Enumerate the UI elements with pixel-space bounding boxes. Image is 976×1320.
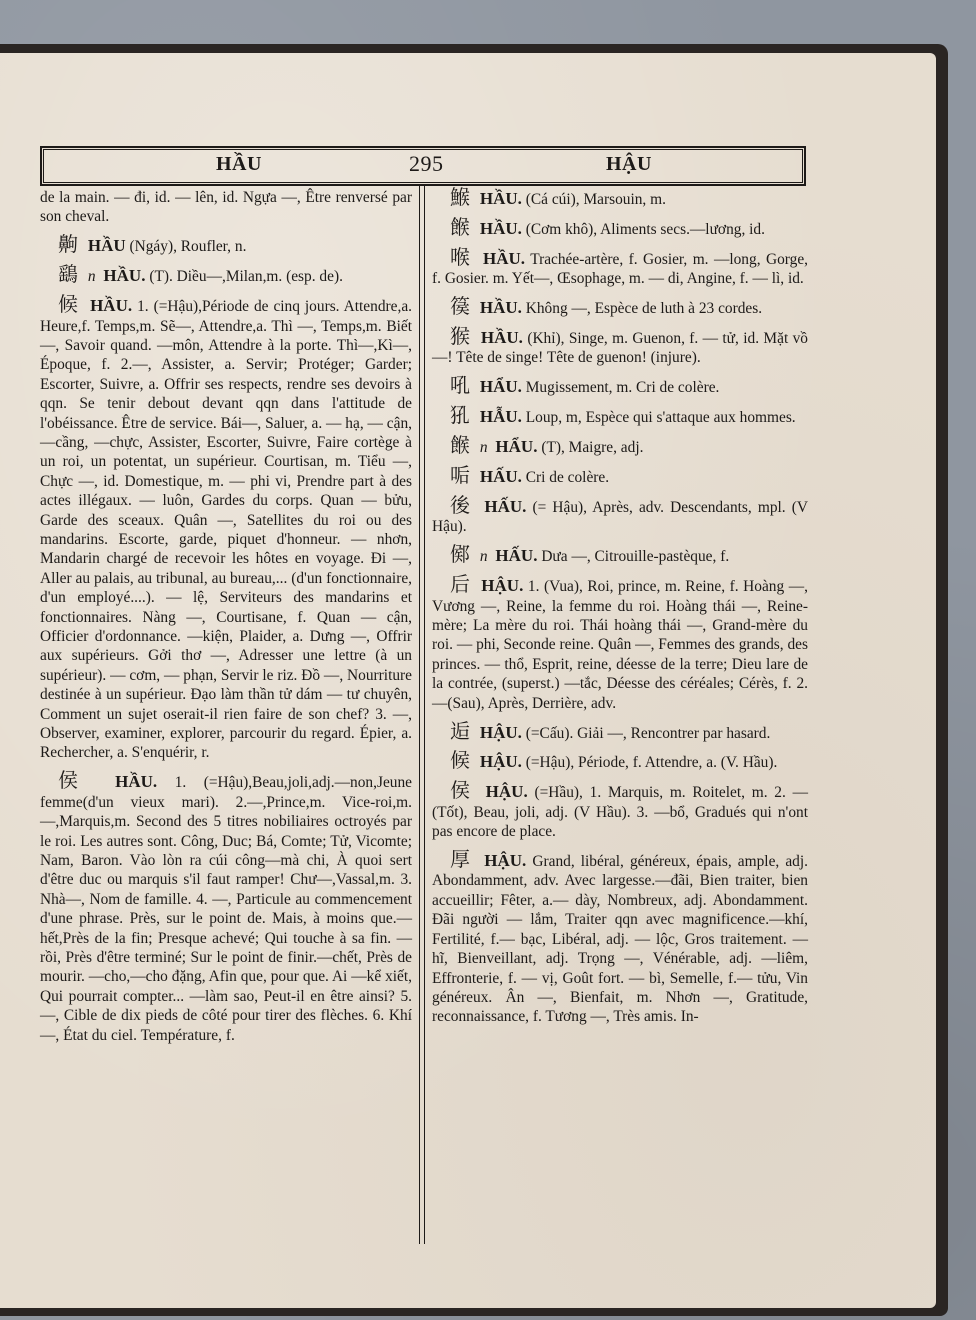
- dictionary-page: [0, 53, 936, 1308]
- chinese-character: 鷂: [58, 262, 78, 287]
- chinese-character: 候: [58, 292, 80, 317]
- chinese-character: 餱: [450, 214, 470, 239]
- headword: HẬU.: [484, 851, 527, 871]
- dictionary-entry: [432, 244, 809, 289]
- chinese-character: 齁: [58, 232, 78, 257]
- left-guide-word: HẦU: [216, 153, 262, 175]
- left-column: [40, 188, 412, 1054]
- dictionary-entry: [40, 292, 413, 763]
- definition-text: (=Cấu). Giải —, Rencontrer par hasard.: [525, 724, 771, 742]
- definition-text: Mugissement, m. Cri de colère.: [525, 379, 720, 397]
- headword: HẬU.: [479, 752, 522, 772]
- noun-marker: n: [479, 548, 488, 566]
- dictionary-entry: [432, 324, 808, 368]
- chinese-character: 逅: [450, 718, 470, 743]
- headword: HẦU.: [479, 189, 522, 208]
- chinese-character: 吼: [450, 373, 470, 398]
- dictionary-entry: [40, 768, 412, 1045]
- definition-text: (Cơm khô), Aliments secs.—lương, id.: [525, 220, 765, 238]
- headword: HẤU.: [479, 467, 522, 487]
- dictionary-entry: [40, 262, 412, 287]
- running-header: [40, 146, 806, 186]
- dictionary-entry: [432, 778, 808, 841]
- headword: HẨU.: [479, 377, 522, 397]
- headword: HẦU.: [479, 298, 522, 318]
- dictionary-entry: [432, 748, 808, 773]
- headword: HẪU.: [479, 407, 522, 427]
- dictionary-entry: [432, 463, 808, 488]
- chinese-character: 鯸: [450, 185, 470, 209]
- headword: HẬU.: [481, 576, 524, 596]
- definition-text: de la main. — đi, id. — lên, id. Ngựa —, Être renversé par son cheval.: [40, 189, 412, 226]
- chinese-character: 鄇: [450, 542, 470, 567]
- headword: HẦU: [87, 236, 126, 256]
- definition-text: Loup, m, Espèce qui s'attaque aux hommes.: [525, 409, 796, 427]
- dictionary-entry: [432, 542, 808, 567]
- headword: HẦU.: [480, 328, 523, 348]
- noun-marker: n: [479, 439, 488, 457]
- headword: HẨU.: [495, 437, 538, 457]
- chinese-character: 犼: [450, 403, 470, 428]
- definition-text: (= Hậu), Après, adv. Descendants, mpl. (V Hậu).: [432, 498, 808, 536]
- dictionary-entry: [432, 492, 808, 537]
- headword: HẦU.: [115, 772, 158, 792]
- dictionary-entry: [432, 403, 808, 428]
- chinese-character: 猴: [450, 324, 471, 349]
- chinese-character: 厚: [450, 847, 473, 872]
- chinese-character: 侯: [58, 768, 92, 793]
- chinese-character: 㖃: [450, 463, 470, 488]
- headword: HẤU.: [495, 546, 538, 566]
- headword: HẦU.: [90, 296, 133, 316]
- column-divider: [419, 186, 425, 1244]
- dictionary-entry: [432, 572, 808, 713]
- definition-text: (T). Diều—,Milan,m. (esp. de).: [149, 268, 343, 286]
- dictionary-entry: [432, 185, 808, 209]
- definition-text: (T), Maigre, adj.: [541, 439, 644, 457]
- chinese-character: 喉: [450, 244, 472, 269]
- page-number: 295: [409, 151, 444, 176]
- definition-text: (Khỉ), Singe, m. Guenon, f. — tử, id. Mặt vồ —! Tête de singe! Tête de guenon! (injure).: [432, 330, 808, 367]
- definition-text: (=Hầu), 1. Marquis, m. Roitelet, m. 2. — (Tốt), Beau, joli, adj. (V Hầu). 3. —bổ, Gradués qui n'ont pas encore de place.: [432, 784, 808, 841]
- headword: HẦU.: [483, 248, 526, 268]
- chinese-character: 餱: [450, 433, 470, 458]
- definition-text: (=Hậu), Période, f. Attendre, a. (V. Hầu).: [525, 754, 778, 772]
- definition-text: Grand, libéral, généreux, épais, ample, adj. Abondamment, adv. Avec largesse.—đãi, Bien traiter, bien accueillir; Fêter, a.— dày, Nombreux, adj. Abondamment. Đãi người — lắm, Traiter qqn avec magnificence.—khí, Fertilité, f.— bạc, Libéral, adj. — lộc, Gros traitement. — hĩ, Bienveillant, adj. Trọng —, Vénérable, adj. —liêm, Effronterie, f. — vị, Goût fort. — bì, Semelle, f.— tửu, Vin généreux. Ân —, Bienfait, m. Nhơn —, Gratitude, reconnaissance, f. Tương —, Très amis. In-: [432, 853, 808, 1026]
- definition-text: Dưa —, Citrouille-pastèque, f.: [541, 548, 730, 566]
- headword: HẬU.: [479, 722, 522, 742]
- right-guide-word: HẬU: [606, 153, 652, 175]
- chinese-character: 後: [450, 492, 473, 517]
- dictionary-entry: [432, 718, 808, 743]
- noun-marker: n: [87, 268, 96, 286]
- definition-text: 1. (=Hậu),Beau,joli,adj.—non,Jeune femme(d'un vieux mari). 2.—,Prince,m. Vice-roi,m. —,Marquis,m. Second des 5 titres nobiliaires octroyés par le roi. Les autres sont. Công, Duc; Bá, Comte; Tử, Vicomte; Nam, Baron. Vào lòn ra cúi công—mà chi, À quoi sert d'être duc ou marquis s'il faut ramper! Chư—,Vassal,m. 3. Nhà—, Nom de famille. 4. —, Particule au commencement d'une phrase. Près, sur le point de. Mais, à moins que.—hết,Près de la fin; Presque achevé; Qui touche à sa fin. —rồi, Près d'être terminé; Sur le point de finir.—chết, Près de mourir. —cho,—cho đặng, Afin que, pour que. Ai —kể xiết, Qui pourrait compter... —làm sao, Peut-il en être ainsi? 5. —, Cible de dix pieds de côté pour tirer des flèches. 6. Khí—, État du ciel. Température, f.: [40, 774, 412, 1044]
- definition-text: Trachée-artère, f. Gosier, m. —long, Gorge, f. Gosier. m. Yết—, Œsophage, m. — di, Angine, f. — lì, id.: [432, 250, 809, 288]
- headword: HẦU.: [103, 266, 146, 286]
- chinese-character: 侯: [450, 778, 473, 803]
- definition-text: (Cá cúi), Marsouin, m.: [525, 191, 666, 208]
- chinese-character: 后: [450, 572, 471, 597]
- chinese-character: 候: [450, 748, 470, 773]
- definition-text: Cri de colère.: [525, 469, 610, 487]
- dictionary-entry: [432, 847, 808, 1027]
- definition-text: (Ngáy), Roufler, n.: [129, 238, 247, 256]
- dictionary-entry: [40, 188, 412, 227]
- headword: HẦU.: [479, 218, 522, 238]
- right-column: [432, 185, 809, 1035]
- chinese-character: 篌: [450, 294, 470, 319]
- dictionary-entry: [432, 294, 808, 319]
- dictionary-entry: [432, 214, 808, 239]
- definition-text: Không —, Espèce de luth à 23 cordes.: [525, 300, 763, 318]
- headword: HẤU.: [484, 496, 527, 516]
- dictionary-entry: [432, 433, 808, 458]
- headword: HẬU.: [485, 782, 528, 802]
- dictionary-entry: [40, 232, 412, 257]
- definition-text: 1. (=Hậu),Période de cinq jours. Attendre,a. Heure,f. Temps,m. Sẽ—, Attendre,a. Thì —, Temps,m. Biết—, Savoir quand. —môn, Attendre à la porte. Thì—,Kì—, Époque, f. 2.—, Assister, a. Servir; Protéger; Garder; Escorter, Suivre, a. Offrir ses respects, rendre ses devoirs à qqn. Se tenir debout devant qqn dans l'attitude de l'obéissance. Être de service. Bái—, Saluer, a. — hạ, — cận, —cầng, —chực, Assister, Escorter, Suivre, Faire cortège à un roi, un potentat, un supérieur. Courtisan, m. Tiểu —, Chực —, id. Domestique, m. — phi vi, Prendre part à des actes illégaux. — luôn, Gardes du corps. Quan — bửu, Garde des sceaux. Quân —, Satellites du roi ou des mandarins. Escorte, garde, piquet d'honneur. — nhơn, Mandarin chargé de recevoir les hôtes en voyage. Đi —, Aller au palais, au tribunal, au bureau,... (d'un fonctionnaire, d'un employé....). — lệ, Serviteurs des mandarins et fonctionnaires. Nàng —, Courtisane, f. Quan — cận, Officier d'ordonnance. —kiện, Plaider, a. Dưng —, Offrir aux supérieurs. Gởi thơ —, Adresser une lettre (à un supérieur). — cơm, — phạn, Servir le riz. Đồ —, Nourriture destinée à un supérieur. Đạo làm thần tử dám — tư chuyên, Comment un sujet oserait-il rien faire de son chef? 3. —, Observer, examiner, explorer, parcourir du regard. Épier, a. Rechercher, a. S'enquérir, r.: [40, 298, 413, 762]
- dictionary-entry: [432, 373, 808, 398]
- definition-text: 1. (Vua), Roi, prince, m. Reine, f. Hoàng —, Vương —, Reine, la femme du roi. Hoàng thái —, Reine-mère; La mère du roi. Thái hoàng thái —, Grand-mère du roi. — phi, Seconde reine. Quân —, Femmes des grands, des princes. — thổ, Esprit, reine, déesse de la terre; Dieu lare de la contrée, (superst.) —tắc, Déesse des céréales; Cérès, f. 2. —(Sau), Après, Derrière, adv.: [432, 578, 808, 712]
